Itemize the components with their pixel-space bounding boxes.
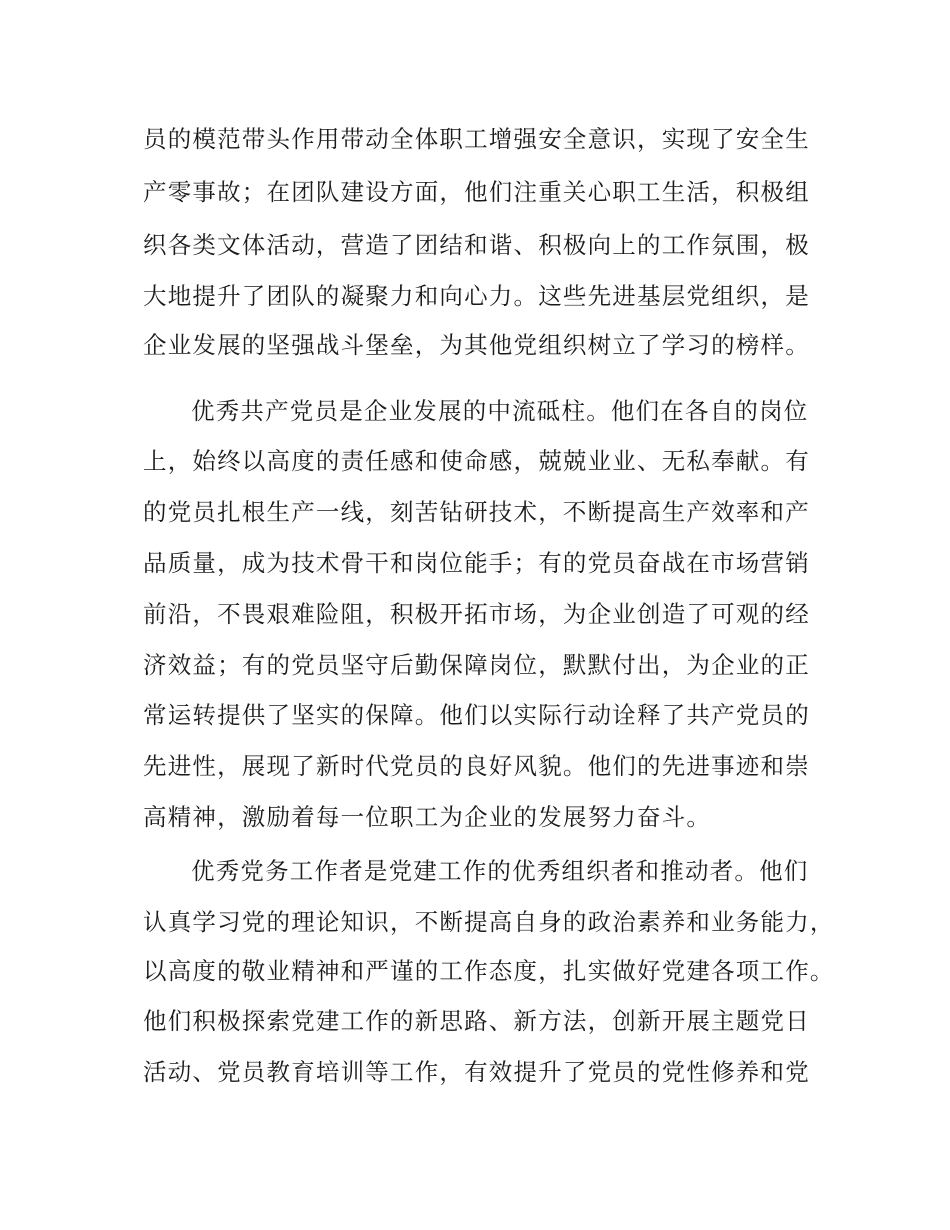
paragraph-line: 高精神，激励着每一位职工为企业的发展努力奋斗。 (143, 803, 712, 831)
paragraph-line: 以高度的敬业精神和严谨的工作态度，扎实做好党建各项工作。 (143, 957, 835, 985)
paragraph-line: 优秀党务工作者是党建工作的优秀组织者和推动者。他们 (191, 857, 809, 885)
paragraph-line: 先进性，展现了新时代党员的良好风貌。他们的先进事迹和崇 (143, 752, 810, 780)
paragraph-line: 常运转提供了坚实的保障。他们以实际行动诠释了共产党员的 (143, 701, 810, 729)
paragraph-line: 优秀共产党员是企业发展的中流砥柱。他们在各自的岗位 (191, 397, 809, 425)
paragraph-line: 认真学习党的理论知识，不断提高自身的政治素养和业务能力， (143, 908, 835, 936)
paragraph-line: 员的模范带头作用带动全体职工增强安全意识，实现了安全生 (143, 125, 810, 153)
paragraph-line: 织各类文体活动，营造了团结和谐、积极向上的工作氛围，极 (143, 231, 810, 259)
paragraph-line: 品质量，成为技术骨干和岗位能手；有的党员奋战在市场营销 (143, 549, 810, 577)
paragraph-line: 大地提升了团队的凝聚力和向心力。这些先进基层党组织，是 (143, 282, 810, 310)
paragraph-line: 他们积极探索党建工作的新思路、新方法，创新开展主题党日 (143, 1007, 810, 1035)
paragraph-line: 的党员扎根生产一线，刻苦钻研技术，不断提高生产效率和产 (143, 498, 810, 526)
paragraph-line: 活动、党员教育培训等工作，有效提升了党员的党性修养和党 (143, 1058, 810, 1086)
paragraph-line: 企业发展的坚强战斗堡垒，为其他党组织树立了学习的榜样。 (143, 331, 810, 359)
paragraph-line: 前沿，不畏艰难险阻，积极开拓市场，为企业创造了可观的经 (143, 600, 810, 628)
paragraph-line: 产零事故；在团队建设方面，他们注重关心职工生活，积极组 (143, 178, 810, 206)
paragraph-line: 上，始终以高度的责任感和使命感，兢兢业业、无私奉献。有 (143, 447, 810, 475)
paragraph-line: 济效益；有的党员坚守后勤保障岗位，默默付出，为企业的正 (143, 651, 810, 679)
